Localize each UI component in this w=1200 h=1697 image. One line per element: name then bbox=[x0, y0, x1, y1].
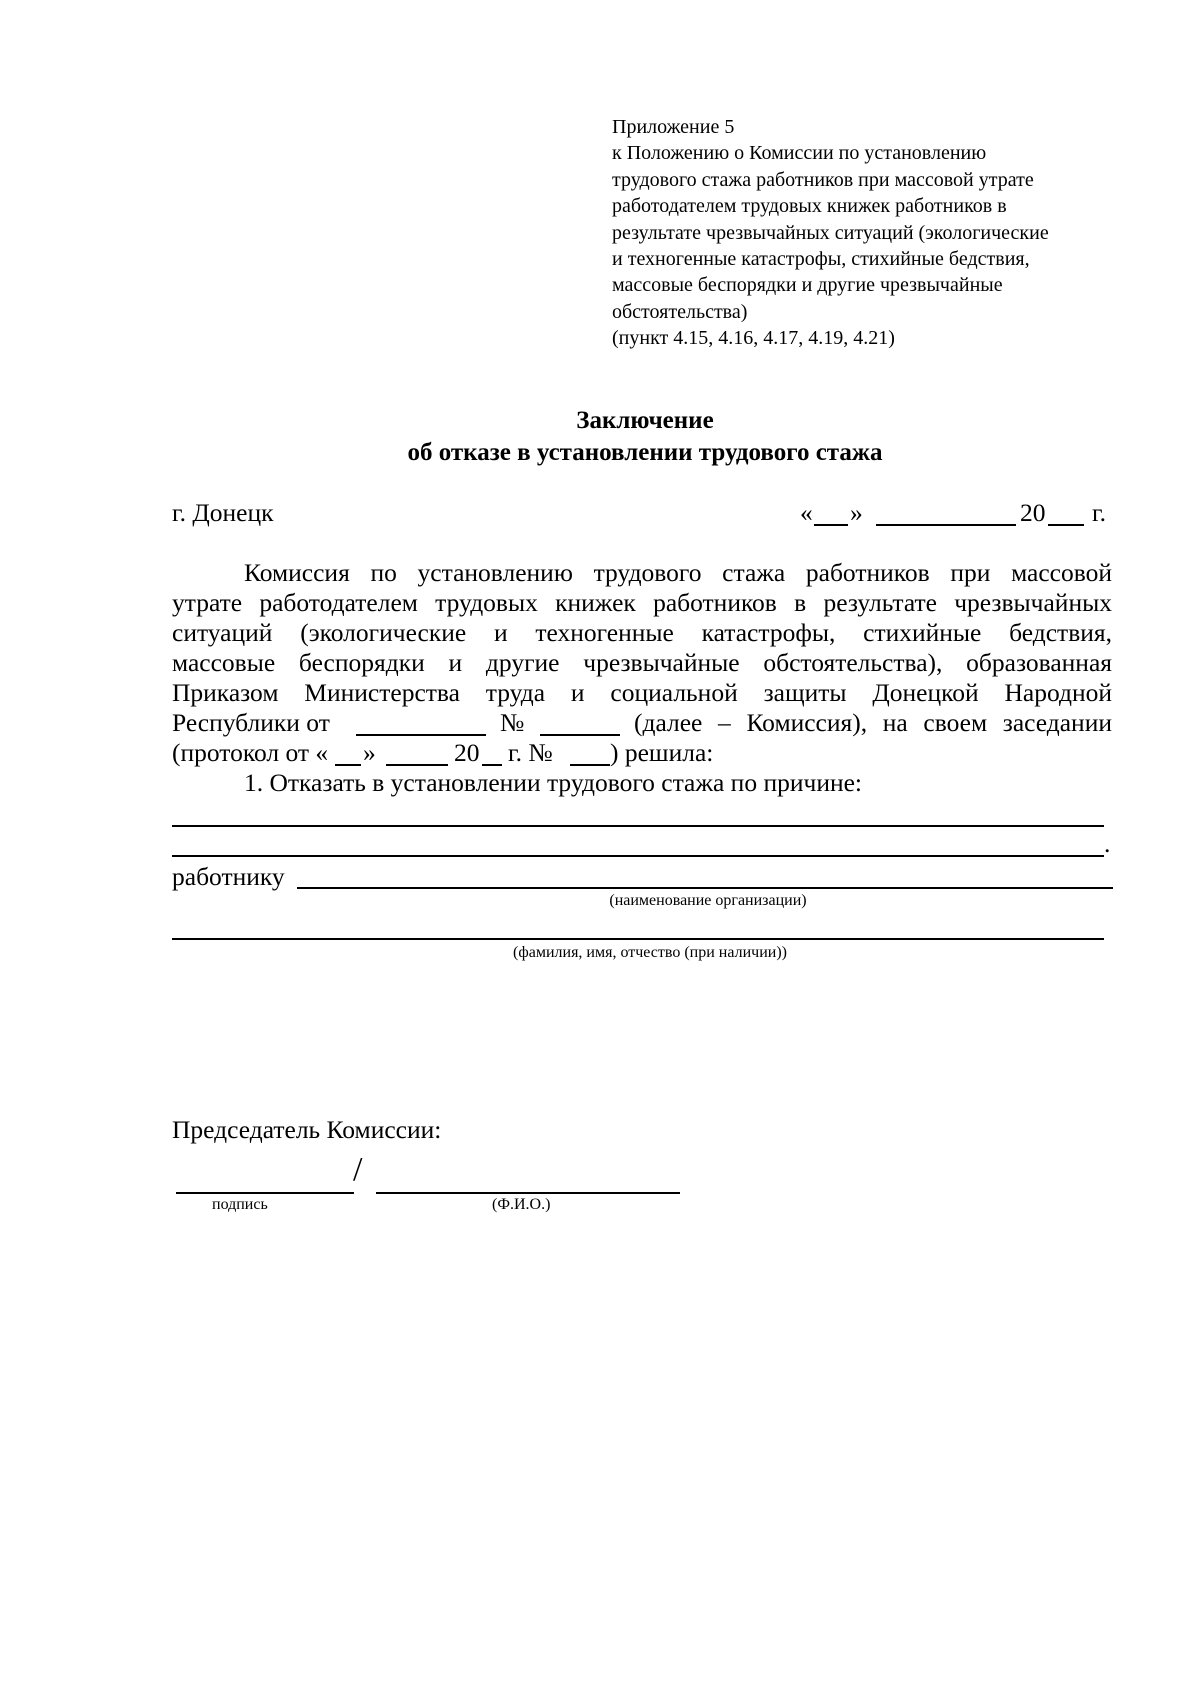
organization-caption: (наименование организации) bbox=[609, 892, 807, 909]
appendix-line: обстоятельства) bbox=[612, 300, 748, 323]
fio-caption: (фамилия, имя, отчество (при наличии)) bbox=[513, 944, 787, 961]
body-line6-part-c: (далее – Комиссия), на своем заседании bbox=[634, 708, 1112, 737]
chairman-label: Председатель Комиссии: bbox=[172, 1115, 442, 1144]
body-line7-year-number: г. № bbox=[508, 738, 553, 767]
signature-caption: подпись bbox=[212, 1196, 268, 1213]
date-day-line bbox=[814, 524, 848, 526]
chairman-name-caption: (Ф.И.О.) bbox=[492, 1196, 551, 1213]
body-line7-decided: ) решила: bbox=[610, 738, 714, 767]
body-line7-year-prefix: 20 bbox=[454, 738, 480, 767]
protocol-number-line bbox=[570, 764, 610, 766]
date-quote-close: » bbox=[850, 498, 863, 527]
appendix-line: результате чрезвычайных ситуаций (экологические bbox=[612, 221, 1049, 244]
document-subtitle: об отказе в установлении трудового стажа bbox=[407, 439, 883, 466]
appendix-line: работодателем трудовых книжек работников в bbox=[612, 195, 1007, 218]
body-line: Комиссия по установлению трудового стажа работников при массовой bbox=[244, 558, 1112, 587]
body-line: массовые беспорядки и другие чрезвычайные обстоятельства), образованная bbox=[172, 648, 1112, 677]
signature-slash: / bbox=[353, 1151, 363, 1188]
fio-line bbox=[172, 938, 1104, 940]
organization-line bbox=[297, 887, 1113, 889]
date-year-suffix: г. bbox=[1092, 498, 1106, 527]
order-number-line bbox=[540, 734, 620, 736]
document-title: Заключение bbox=[576, 407, 714, 434]
body-line6-part-a: Республики от bbox=[172, 708, 330, 737]
body-line7-part-a: (протокол от « bbox=[172, 738, 329, 767]
body-line6-number-sign: № bbox=[500, 708, 525, 737]
order-date-line bbox=[356, 734, 486, 736]
date-month-line bbox=[876, 524, 1016, 526]
reason-line-2 bbox=[172, 855, 1104, 857]
date-year-prefix: 20 bbox=[1020, 498, 1046, 527]
appendix-line: трудового стажа работников при массовой утрате bbox=[612, 168, 1034, 191]
date-year-line bbox=[1048, 524, 1084, 526]
worker-label: работнику bbox=[172, 862, 285, 891]
appendix-line: и техногенные катастрофы, стихийные бедствия, bbox=[612, 248, 1030, 271]
city-label: г. Донецк bbox=[172, 498, 274, 527]
protocol-day-line bbox=[335, 764, 361, 766]
appendix-line: к Положению о Комиссии по установлению bbox=[612, 142, 987, 165]
item-1-text: 1. Отказать в установлении трудового стажа по причине: bbox=[244, 768, 863, 797]
appendix-line: (пункт 4.15, 4.16, 4.17, 4.19, 4.21) bbox=[612, 327, 895, 350]
body-line: ситуаций (экологические и техногенные катастрофы, стихийные бедствия, bbox=[172, 618, 1112, 647]
body-line7-quote-close: » bbox=[363, 738, 376, 767]
signature-line bbox=[176, 1192, 354, 1194]
date-quote-open: « bbox=[800, 498, 813, 527]
body-line: утрате работодателем трудовых книжек работников в результате чрезвычайных bbox=[172, 588, 1112, 617]
protocol-year-line bbox=[482, 764, 502, 766]
appendix-line: Приложение 5 bbox=[612, 116, 735, 138]
chairman-name-line bbox=[376, 1192, 680, 1194]
protocol-month-line bbox=[386, 764, 448, 766]
body-line: Приказом Министерства труда и социальной защиты Донецкой Народной bbox=[172, 678, 1112, 707]
reason-period: . bbox=[1104, 829, 1111, 858]
reason-line-1 bbox=[172, 825, 1104, 827]
appendix-line: массовые беспорядки и другие чрезвычайные bbox=[612, 274, 1003, 297]
appendix-block bbox=[612, 114, 1049, 352]
